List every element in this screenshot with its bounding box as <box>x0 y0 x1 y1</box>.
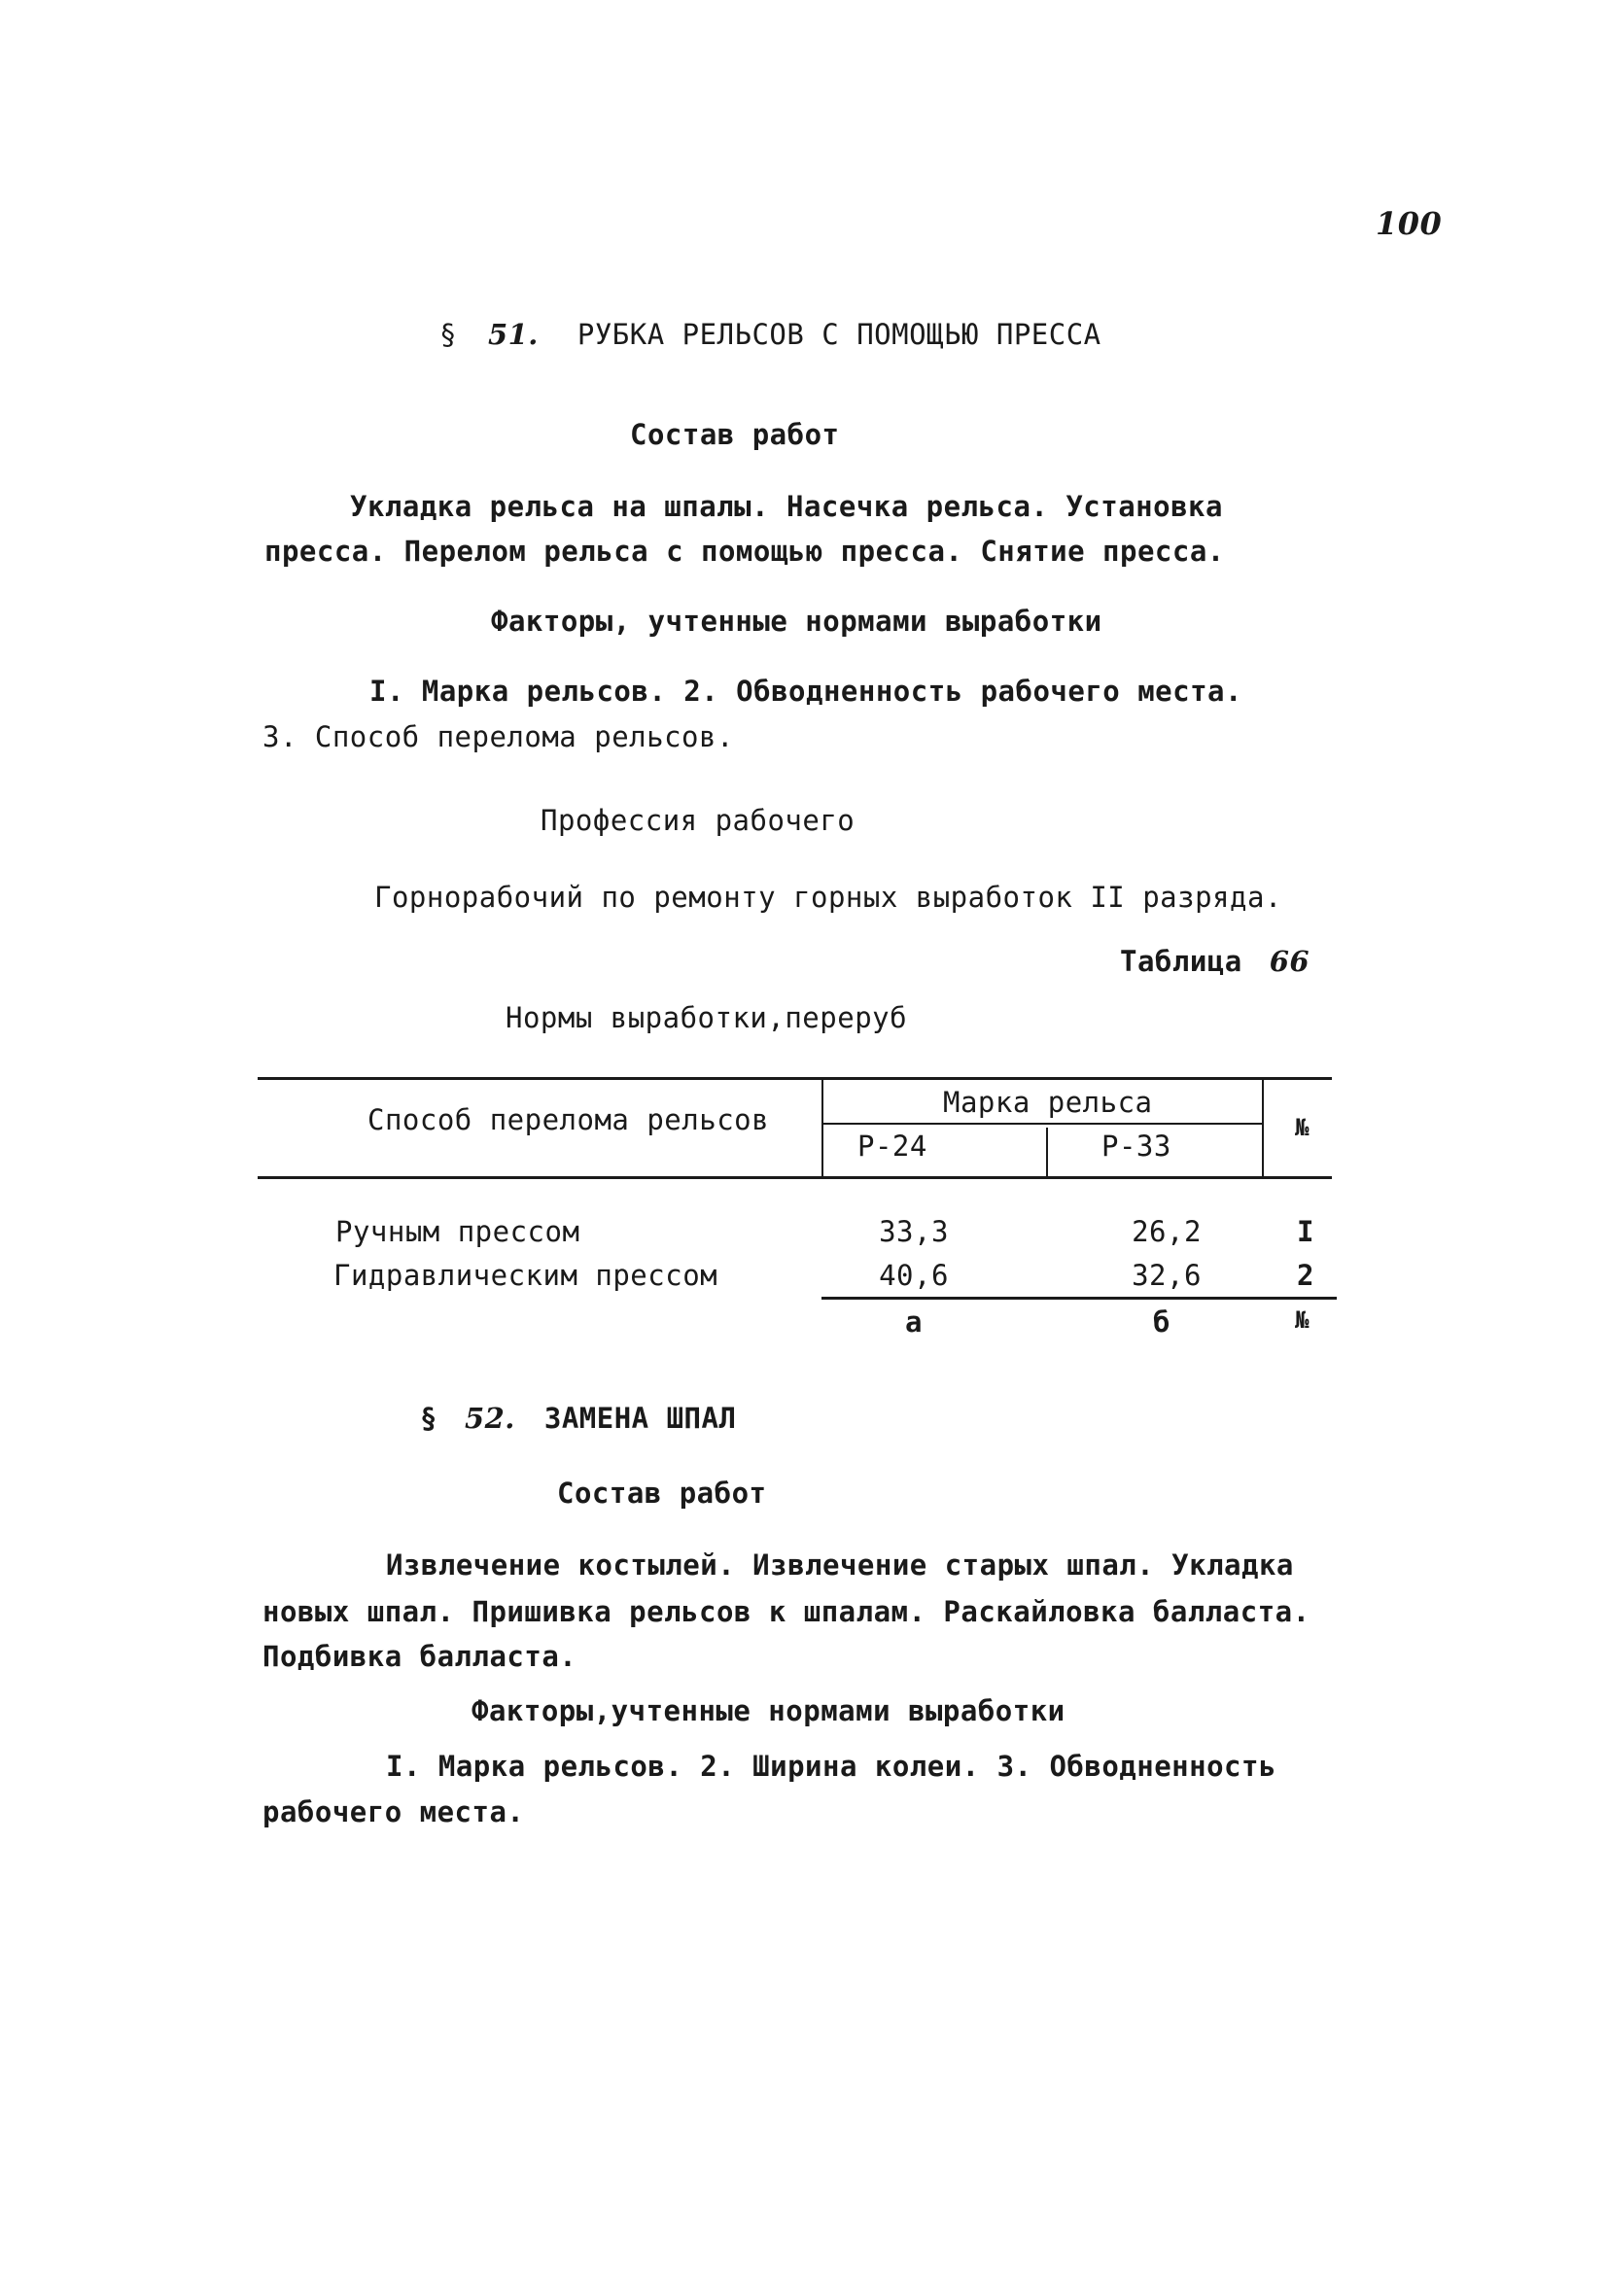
table-number: 66 <box>1269 945 1310 978</box>
profession-heading: Профессия рабочего <box>541 804 856 837</box>
page-number: 100 <box>1376 205 1443 242</box>
factors-line: 3. Способ перелома рельсов. <box>262 720 734 753</box>
table-divider <box>1262 1077 1264 1176</box>
cell-p33: 32,6 <box>1132 1259 1202 1292</box>
table-divider <box>821 1077 823 1176</box>
cell-num: 2 <box>1297 1259 1314 1292</box>
factors-heading: Факторы,учтенные нормами выработки <box>472 1694 1066 1727</box>
section-number: 52. <box>464 1402 515 1435</box>
footer-letter-a: а <box>905 1305 923 1339</box>
table-title: Нормы выработки,переруб <box>506 1001 908 1034</box>
table-label-line <box>1120 945 1310 978</box>
section-52-heading <box>420 1402 737 1435</box>
factors-line: I. Марка рельсов. 2. Обводненность рабочего места. <box>369 675 1242 708</box>
factors-line: I. Марка рельсов. 2. Ширина колеи. 3. Обводненность <box>386 1750 1276 1783</box>
cell-p33: 26,2 <box>1132 1215 1202 1248</box>
work-composition-line: Укладка рельса на шпалы. Насечка рельса. Установка <box>350 490 1223 523</box>
work-composition-heading: Состав работ <box>557 1477 767 1510</box>
row-label: Гидравлическим прессом <box>333 1259 718 1292</box>
cell-p24: 33,3 <box>879 1215 949 1248</box>
work-composition-line: пресса. Перелом рельса с помощью пресса. Снятие пресса. <box>264 535 1225 568</box>
column-header-rail-grade: Марка рельса <box>943 1086 1153 1119</box>
column-header-num: № <box>1295 1114 1310 1141</box>
column-header-method: Способ перелома рельсов <box>367 1103 770 1136</box>
table-bottom-rule <box>821 1297 1337 1300</box>
section-number: 51. <box>487 318 539 351</box>
column-header-p33: Р-33 <box>1101 1130 1171 1163</box>
table-top-rule <box>258 1077 1332 1080</box>
table-header-rule <box>258 1176 1332 1179</box>
work-composition-line: новых шпал. Пришивка рельсов к шпалам. Раскайловка балласта. <box>262 1595 1310 1628</box>
cell-num: I <box>1297 1215 1314 1248</box>
table-divider <box>1046 1128 1048 1176</box>
work-composition-heading: Состав работ <box>630 418 840 451</box>
section-51-heading <box>439 318 1101 351</box>
table-label: Таблица <box>1120 945 1242 978</box>
table-group-rule <box>821 1123 1262 1125</box>
section-title: ЗАМЕНА ШПАЛ <box>543 1402 737 1435</box>
work-composition-line: Подбивка балласта. <box>262 1640 577 1673</box>
factors-heading: Факторы, учтенные нормами выработки <box>491 605 1102 638</box>
factors-line: рабочего места. <box>262 1795 525 1828</box>
profession-text: Горнорабочий по ремонту горных выработок II разряда. <box>374 881 1282 914</box>
section-symbol: § <box>420 1402 437 1435</box>
row-label: Ручным прессом <box>335 1215 580 1248</box>
section-title: РУБКА РЕЛЬСОВ С ПОМОЩЬЮ ПРЕССА <box>576 318 1101 351</box>
column-header-p24: Р-24 <box>857 1130 927 1163</box>
footer-letter-b: б <box>1153 1305 1170 1339</box>
section-symbol: § <box>439 318 457 351</box>
cell-p24: 40,6 <box>879 1259 949 1292</box>
footer-num: № <box>1295 1306 1310 1334</box>
work-composition-line: Извлечение костылей. Извлечение старых шпал. Укладка <box>386 1548 1294 1582</box>
